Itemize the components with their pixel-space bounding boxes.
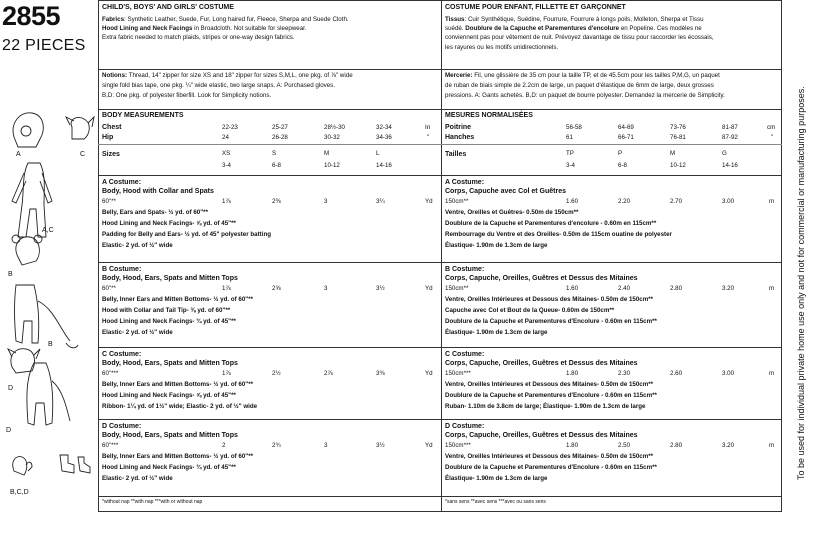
en-b-width: 60"** — [102, 285, 116, 292]
en-c-line-3: Ribbon- 1¼ yd. of 1½" wide; Elastic- 2 yd. of ½" wide — [102, 403, 258, 410]
fr-poitrine-tp: 56-58 — [566, 124, 582, 131]
en-range-xs: 3-4 — [222, 162, 231, 169]
fr-taille-p: P — [618, 150, 623, 157]
en-sizes-label: Sizes — [102, 151, 120, 158]
en-d-l: 3½ — [376, 442, 385, 449]
fr-b-line-3: Doublure de la Capuche et Parementures d'Encolure - 0.60m en 115cm** — [445, 318, 657, 325]
en-b-line-1: Belly, Inner Ears and Mitten Bottoms- ½ yd. of 60"** — [102, 296, 254, 303]
pieces-count: 22 PIECES — [2, 37, 86, 54]
fr-d-line-3: Élastique- 1.90m de 1.3cm de large — [445, 475, 548, 482]
en-hip-unit: " — [427, 134, 430, 141]
fr-a-line-1: Ventre, Oreilles et Guêtres- 0.50m de 150cm** — [445, 209, 579, 216]
en-d-title: D Costume: — [102, 423, 142, 430]
rule-after-b — [98, 347, 782, 348]
en-a-line-2: Hood Lining and Neck Facings- ⅝ yd. of 45"** — [102, 220, 236, 227]
usage-notice: To be used for individual private home use only and not for commercial or manufacturing purposes. — [796, 86, 806, 480]
en-chest-xs: 22-23 — [222, 124, 238, 131]
en-hip-xs: 24 — [222, 134, 229, 141]
en-hip-label: Hip — [102, 134, 114, 141]
en-range-m: 10-12 — [324, 162, 340, 169]
en-a-l: 3¼ — [376, 198, 385, 205]
en-fabrics-text: : Synthetic Leather, Suede, Fur, Long haired fur, Fleece, Sherpa and Suede Cloth. — [124, 16, 349, 23]
fr-poitrine-unit: cm — [767, 124, 776, 131]
rule-bottom — [98, 511, 782, 512]
fr-a-unit: m — [769, 198, 775, 205]
fr-tissus-label: Tissus — [445, 16, 465, 23]
fr-hanches-label: Hanches — [445, 134, 475, 141]
fr-tissus-3: conviennent pas pour vêtement de nuit. Prévoyez davantage de tissu pour raccorder les écossais, — [445, 34, 714, 41]
fr-hanches-unit: " — [771, 134, 774, 141]
en-a-unit: Yd — [425, 198, 433, 205]
en-size-m: M — [324, 150, 330, 157]
en-size-xs: XS — [222, 150, 231, 157]
fr-hanches-g: 87-92 — [722, 134, 738, 141]
rule-sizes-en — [98, 144, 441, 145]
en-c-width: 60"*** — [102, 370, 119, 377]
en-c-unit: Yd — [425, 370, 433, 377]
fr-d-line-2: Doublure de la Capuche et Parementures d'Encolure - 0.60m en 115cm** — [445, 464, 657, 471]
fr-c-unit: m — [769, 370, 775, 377]
en-lining — [102, 26, 307, 33]
fr-mercerie-3: pressions. A: Gants achetés. B,D: un paquet de bourre polyester. Demandez la mercerie de Simplicity. — [445, 92, 725, 99]
figure-label-b-hood: B — [8, 271, 13, 278]
en-d-sub: Body, Hood, Ears, Spats and Mitten Tops — [102, 432, 238, 439]
fr-a-tp: 1.60 — [566, 198, 579, 205]
fr-b-sub: Corps, Capuche, Oreilles, Guêtres et Dessus des Mitaines — [445, 275, 638, 282]
en-chest-s: 25-27 — [272, 124, 288, 131]
en-d-s: 2¾ — [272, 442, 281, 449]
en-footnote: *without nap **with nap ***with or without nap — [102, 499, 203, 505]
fr-tissus-text: : Cuir Synthétique, Suédine, Fourrure, Fourrure à longs poils, Molleton, Sherpa et Tissu — [464, 16, 704, 23]
spat-icon — [60, 455, 74, 473]
en-a-width: 60"** — [102, 198, 116, 205]
en-d-unit: Yd — [425, 442, 433, 449]
rule-top — [98, 0, 782, 1]
en-a-s: 2⅜ — [272, 198, 281, 205]
mitten-icon — [13, 457, 27, 475]
divider-middle — [441, 0, 442, 512]
en-a-m: 3 — [324, 198, 328, 205]
figure-label-b-body: B — [48, 341, 53, 348]
en-notions-2: single fold bias tape, one pkg. ¼" wide elastic, two large snaps. A: Purchased gloves. — [102, 82, 335, 89]
en-chest-m: 28½-30 — [324, 124, 345, 131]
divider-right — [781, 0, 782, 512]
fr-tailles-label: Tailles — [445, 151, 467, 158]
fr-a-line-2: Doublure de la Capuche et Parementures d'encolure - 0.60m en 115cm** — [445, 220, 657, 227]
en-a-sub: Body, Hood with Collar and Spats — [102, 188, 214, 195]
fr-tissus-1 — [445, 17, 704, 24]
body-ac-icon — [18, 163, 46, 237]
fr-range-m: 10-12 — [670, 162, 686, 169]
fr-c-line-3: Ruban- 1.10m de 3.8cm de large; Élastique- 1.90m de 1.3cm de large — [445, 403, 646, 410]
en-d-line-3: Elastic- 2 yd. of ½" wide — [102, 475, 173, 482]
en-hip-l: 34-36 — [376, 134, 392, 141]
fr-a-g: 3.00 — [722, 198, 735, 205]
fr-b-g: 3.20 — [722, 285, 735, 292]
en-fabrics — [102, 17, 349, 24]
fr-b-width: 150cm** — [445, 285, 469, 292]
fr-poitrine-p: 64-69 — [618, 124, 634, 131]
rule-after-a — [98, 262, 782, 263]
figure-label-c: C — [80, 151, 86, 158]
en-a-line-1: Belly, Ears and Spats- ½ yd. of 60"** — [102, 209, 208, 216]
fr-tissus-2 — [445, 26, 702, 33]
fr-c-g: 3.00 — [722, 370, 735, 377]
fr-b-line-1: Ventre, Oreilles Intérieures et Dessous des Mitaines- 0.50m de 150cm** — [445, 296, 654, 303]
fr-b-line-4: Élastique- 1.90m de 1.3cm de large — [445, 329, 548, 336]
en-a-title: A Costume: — [102, 179, 142, 186]
fr-d-tp: 1.80 — [566, 442, 579, 449]
en-c-l: 3⅜ — [376, 370, 385, 377]
pattern-number: 2855 — [2, 1, 61, 31]
en-d-line-1: Belly, Inner Ears and Mitten Bottoms- ½ yd. of 60"** — [102, 453, 254, 460]
en-c-line-2: Hood Lining and Neck Facings- ⅝ yd. of 45"** — [102, 392, 236, 399]
fr-d-g: 3.20 — [722, 442, 735, 449]
en-lining-text: in Broadcloth. Not suitable for sleepwear. — [192, 25, 307, 32]
figure-column — [0, 105, 96, 505]
en-title: CHILD'S, BOYS' AND GIRLS' COSTUME — [102, 4, 234, 11]
en-chest-unit: In — [425, 124, 431, 131]
rule-after-d — [98, 496, 782, 497]
fr-title: COSTUME POUR ENFANT, FILLETTE ET GARÇONNET — [445, 4, 626, 11]
fr-c-width: 150cm*** — [445, 370, 471, 377]
en-b-line-2: Hood with Collar and Tail Tip- ⅜ yd. of 60"** — [102, 307, 231, 314]
en-notions-3: B,D: One pkg. of polyester fiberfill. Look for Simplicity notions. — [102, 92, 272, 99]
en-c-sub: Body, Hood, Ears, Spats and Mitten Tops — [102, 360, 238, 367]
fr-mercerie-1 — [445, 73, 720, 80]
en-range-l: 14-16 — [376, 162, 392, 169]
en-notions-1 — [102, 73, 353, 80]
fr-a-width: 150cm** — [445, 198, 469, 205]
en-size-l: L — [376, 150, 380, 157]
en-d-xs: 2 — [222, 442, 226, 449]
fr-taille-g: G — [722, 150, 727, 157]
fr-a-line-4: Élastique- 1.90m de 1.3cm de large — [445, 242, 548, 249]
fr-b-unit: m — [769, 285, 775, 292]
fr-a-title: A Costume: — [445, 179, 485, 186]
en-notions-label: Notions: — [102, 72, 128, 79]
en-b-m: 3 — [324, 285, 328, 292]
en-a-line-3: Padding for Belly and Ears- ½ yd. of 45" polyester batting — [102, 231, 271, 238]
fr-a-line-3: Rembourrage du Ventre et des Oreilles- 0.50m de 115cm ouatine de polyester — [445, 231, 672, 238]
figure-label-bcd: B,C,D — [10, 489, 29, 496]
fr-mercerie-label: Mercerie: — [445, 72, 473, 79]
en-c-title: C Costume: — [102, 351, 142, 358]
en-b-sub: Body, Hood, Ears, Spats and Mitten Tops — [102, 275, 238, 282]
rule-after-measurements — [98, 175, 782, 176]
figure-label-ac: A,C — [42, 227, 54, 234]
en-b-l: 3½ — [376, 285, 385, 292]
en-b-title: B Costume: — [102, 266, 142, 273]
fr-poitrine-g: 81-87 — [722, 124, 738, 131]
en-d-m: 3 — [324, 442, 328, 449]
fr-tissus-4: les rayures ou les motifs unidirectionnels. — [445, 44, 559, 51]
fr-range-g: 14-16 — [722, 162, 738, 169]
en-chest-l: 32-34 — [376, 124, 392, 131]
costume-illustrations — [0, 105, 96, 505]
en-hip-s: 26-28 — [272, 134, 288, 141]
fr-tissus-2a: suédé. — [445, 25, 466, 32]
fr-tissus-2c: en Popeline. Ces modèles ne — [619, 25, 702, 32]
fr-d-title: D Costume: — [445, 423, 485, 430]
fr-mercerie-2: de ruban de biais simple de 2.2cm de large, un paquet d'élastique de 6mm de large, deux grosses — [445, 82, 714, 89]
fr-taille-m: M — [670, 150, 676, 157]
fr-d-m: 2.80 — [670, 442, 683, 449]
fr-hanches-tp: 61 — [566, 134, 573, 141]
fr-mesures: MESURES NORMALISÉES — [445, 112, 533, 119]
rule-sizes-fr — [441, 144, 782, 145]
fr-b-tp: 1.60 — [566, 285, 579, 292]
en-c-m: 2⅞ — [324, 370, 333, 377]
en-notions-text: Thread, 14" zipper for size XS and 18" zipper for sizes S,M,L, one pkg. of ⅞" wide — [127, 72, 353, 79]
fr-taille-tp: TP — [566, 150, 574, 157]
en-b-line-3: Hood Lining and Neck Facings- ¾ yd. of 45"** — [102, 318, 236, 325]
en-hip-m: 30-32 — [324, 134, 340, 141]
rule-after-fabrics — [98, 69, 782, 70]
en-c-xs: 1⅞ — [222, 370, 231, 377]
en-body-measurements: BODY MEASUREMENTS — [102, 112, 184, 119]
en-c-line-1: Belly, Inner Ears and Mitten Bottoms- ½ yd. of 60"** — [102, 381, 254, 388]
en-b-xs: 1⅞ — [222, 285, 231, 292]
fr-b-m: 2.80 — [670, 285, 683, 292]
fr-d-line-1: Ventre, Oreilles Intérieures et Dessous des Mitaines- 0.50m de 150cm** — [445, 453, 654, 460]
en-c-s: 2½ — [272, 370, 281, 377]
figure-label-d-hood: D — [8, 385, 14, 392]
fr-a-sub: Corps, Capuche avec Col et Guêtres — [445, 188, 566, 195]
fr-hanches-m: 76-81 — [670, 134, 686, 141]
en-a-xs: 1⅞ — [222, 198, 231, 205]
body-d-icon — [27, 363, 53, 425]
fr-c-tp: 1.80 — [566, 370, 579, 377]
figure-label-a: A — [16, 151, 21, 158]
fr-poitrine-m: 73-76 — [670, 124, 686, 131]
fr-d-unit: m — [769, 442, 775, 449]
fr-d-p: 2.50 — [618, 442, 631, 449]
fr-footnote: *sans sens **avec sens ***avec ou sans sens — [445, 499, 546, 505]
body-b-icon — [15, 285, 39, 343]
en-range-s: 6-8 — [272, 162, 281, 169]
fr-mercerie-text: Fil, une glissière de 35 cm pour la taille TP, et de 45.5cm pour les tailles P,M,G, un paquet — [472, 72, 720, 79]
fr-range-tp: 3-4 — [566, 162, 575, 169]
figure-label-d-body: D — [6, 427, 12, 434]
en-b-s: 2⅝ — [272, 285, 281, 292]
en-a-line-4: Elastic- 2 yd. of ½" wide — [102, 242, 173, 249]
en-lining-label: Hood Lining and Neck Facings — [102, 25, 193, 32]
en-d-line-2: Hood Lining and Neck Facings- ¾ yd. of 45"** — [102, 464, 236, 471]
fr-d-sub: Corps, Capuche, Oreilles, Guêtres et Dessus des Mitaines — [445, 432, 638, 439]
fr-c-p: 2.30 — [618, 370, 631, 377]
en-extra-fabric: Extra fabric needed to match plaids, stripes or one-way design fabrics. — [102, 34, 295, 41]
en-b-line-4: Elastic- 2 yd. of ½" wide — [102, 329, 173, 336]
hood-a-icon — [13, 113, 43, 147]
fr-c-sub: Corps, Capuche, Oreilles, Guêtres et Dessus des Mitaines — [445, 360, 638, 367]
fr-c-line-2: Doublure de la Capuche et Parementures d'Encolure - 0.60m en 115cm** — [445, 392, 657, 399]
en-b-unit: Yd — [425, 285, 433, 292]
fr-a-m: 2.70 — [670, 198, 683, 205]
fr-c-title: C Costume: — [445, 351, 485, 358]
en-size-s: S — [272, 150, 277, 157]
en-d-width: 60"*** — [102, 442, 119, 449]
fr-tissus-2b: Doublure de la Capuche et Parementures d'encolure — [465, 25, 620, 32]
fr-a-p: 2.20 — [618, 198, 631, 205]
divider-left — [98, 0, 99, 512]
fr-hanches-p: 66-71 — [618, 134, 634, 141]
fr-b-line-2: Capuche avec Col et Bout de la Queue- 0.60m de 150cm** — [445, 307, 615, 314]
fr-d-width: 150cm*** — [445, 442, 471, 449]
fr-poitrine-label: Poitrine — [445, 124, 472, 131]
fr-c-line-1: Ventre, Oreilles Intérieures et Dessous des Mitaines- 0.50m de 150cm** — [445, 381, 654, 388]
rule-after-c — [98, 419, 782, 420]
fr-b-p: 2.40 — [618, 285, 631, 292]
rule-after-notions — [98, 109, 782, 110]
en-chest-label: Chest — [102, 124, 122, 131]
fr-b-title: B Costume: — [445, 266, 485, 273]
fr-range-p: 6-8 — [618, 162, 627, 169]
en-fabrics-label: Fabrics — [102, 16, 125, 23]
fr-c-m: 2.60 — [670, 370, 683, 377]
